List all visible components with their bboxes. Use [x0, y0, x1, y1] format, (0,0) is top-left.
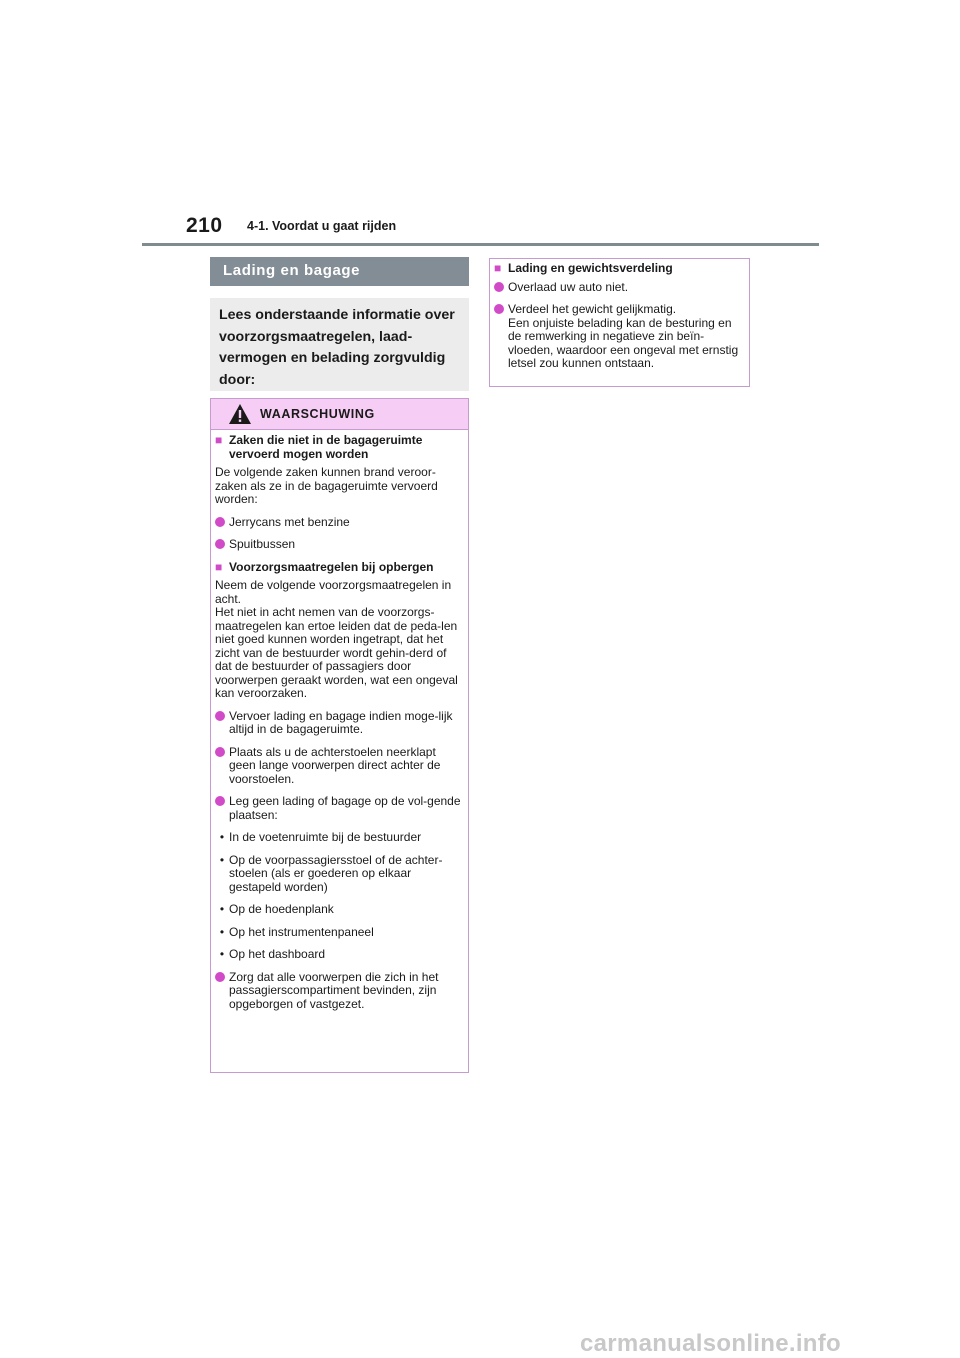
dot-bullet-icon: •	[219, 947, 225, 961]
list-item	[215, 538, 464, 552]
sub-list-item-text: Op het dashboard	[229, 947, 326, 961]
circle-bullet-icon	[215, 517, 225, 527]
list-item-text: Overlaad uw auto niet.	[508, 279, 629, 294]
list-item-text: Vervoer lading en bagage indien moge-lijk altijd in de bagageruimte.	[229, 708, 453, 736]
circle-bullet-icon	[215, 711, 225, 721]
list-item-text: Zorg dat alle voorwerpen die zich in het passagierscompartiment bevinden, zijn opgeborgen of vastgezet.	[229, 969, 439, 1011]
heading-text: Voorzorgsmaatregelen bij opbergen	[229, 559, 434, 574]
warning-content	[211, 430, 468, 1011]
sub-list-item	[215, 948, 464, 962]
circle-bullet-icon	[215, 747, 225, 757]
paragraph: Het niet in acht nemen van de voorzorgs-maatregelen kan ertoe leiden dat de peda-len niet goed kunnen worden ingetrapt, dat het zicht van de bestuurder wordt gehin-derd of dat de bestuurder of passagiers door voorwerpen geraakt worden, wat een ongeval kan veroorzaken.	[215, 605, 458, 700]
sub-list-item-text: In de voetenruimte bij de bestuurder	[229, 830, 422, 844]
page-number: 210	[186, 214, 223, 237]
circle-bullet-icon	[494, 282, 504, 292]
list-item	[494, 303, 745, 371]
list-item	[215, 746, 464, 787]
circle-bullet-icon	[494, 304, 504, 314]
intro-text: Lees onderstaande informatie over voorzorgsmaatregelen, laad-vermogen en belading zorgvuldig door:	[210, 298, 469, 391]
warning-box	[210, 398, 469, 1073]
dot-bullet-icon: •	[219, 830, 225, 844]
heading-text: Lading en gewichtsverdeling	[508, 261, 673, 275]
section-header: 4-1. Voordat u gaat rijden	[247, 219, 397, 233]
list-item	[215, 516, 464, 530]
dot-bullet-icon: •	[219, 902, 225, 916]
square-bullet-icon: ■	[215, 559, 223, 574]
sub-list-item	[215, 831, 464, 845]
sub-list-item	[215, 926, 464, 940]
list-item	[215, 710, 464, 737]
list-item-line: Verdeel het gewicht gelijkmatig.	[508, 302, 677, 316]
warning-triangle-icon	[228, 403, 252, 425]
list-item-text: Leg geen lading of bagage op de vol-gende plaatsen:	[229, 794, 461, 822]
list-item-text	[508, 303, 745, 371]
sub-list-item-text: Op de hoedenplank	[229, 902, 334, 916]
dot-bullet-icon: •	[219, 924, 225, 939]
circle-bullet-icon	[215, 972, 225, 982]
warning-heading-cargo	[215, 434, 464, 461]
warning-header	[211, 399, 468, 430]
section-title: Lading en bagage	[210, 257, 469, 286]
paragraph: Neem de volgende voorzorgsmaatregelen in acht.	[215, 578, 452, 606]
square-bullet-icon: ■	[494, 261, 502, 275]
list-item-text: Jerrycans met benzine	[229, 514, 350, 529]
warning-title: WAARSCHUWING	[260, 407, 375, 421]
list-item	[215, 971, 464, 1012]
circle-bullet-icon	[215, 539, 225, 549]
sub-list-item	[215, 903, 464, 917]
weight-distribution-box	[489, 258, 750, 387]
sub-list-item	[215, 854, 464, 895]
heading-text: Zaken die niet in de bagageruimte vervoerd mogen worden	[229, 433, 423, 461]
list-item-line: Een onjuiste belading kan de besturing en de remwerking in negatieve zin beïn-vloeden, waardoor een ongeval met ernstig letsel zou kunnen ontstaan.	[508, 315, 739, 370]
header-divider	[142, 243, 819, 246]
paragraph: De volgende zaken kunnen brand veroor-zaken als ze in de bagageruimte vervoerd worden:	[215, 465, 438, 506]
sub-list-item-text: Op de voorpassagiersstoel of de achter-stoelen (als er goederen op elkaar gestapeld worden)	[229, 852, 443, 894]
warning-heading-storage	[215, 561, 464, 575]
circle-bullet-icon	[215, 796, 225, 806]
watermark: carmanualsonline.info	[580, 1330, 842, 1357]
list-item-text: Plaats als u de achterstoelen neerklapt geen lange voorwerpen direct achter de voorstoelen.	[229, 744, 441, 786]
weight-heading	[494, 262, 745, 276]
list-item-text: Spuitbussen	[229, 537, 296, 551]
sub-list-item-text: Op het instrumentenpaneel	[229, 924, 374, 939]
list-item	[215, 795, 464, 822]
list-item	[494, 281, 745, 295]
square-bullet-icon: ■	[215, 433, 223, 447]
dot-bullet-icon: •	[219, 852, 225, 867]
